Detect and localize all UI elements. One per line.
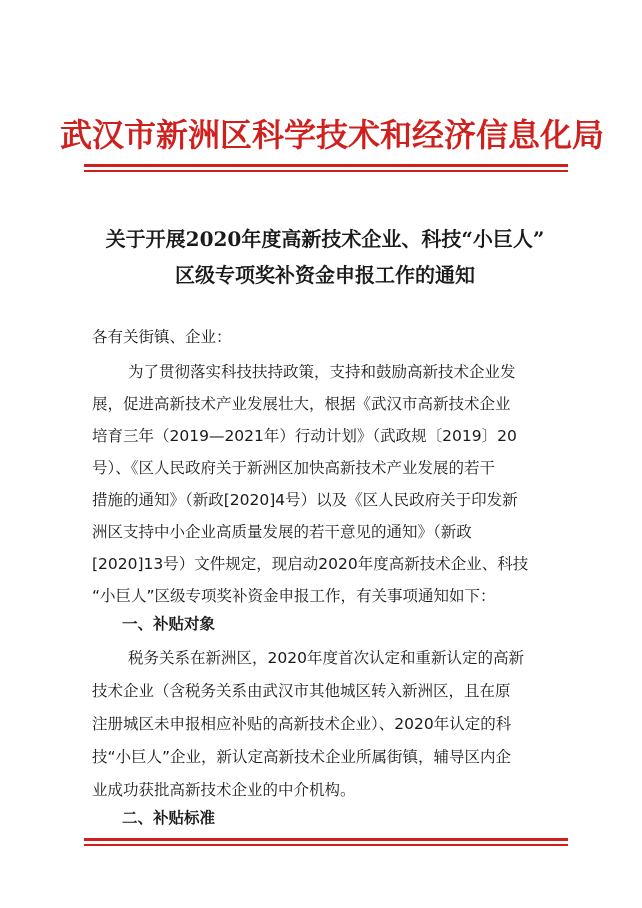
intro-line: 展，促进高新技术产业发展壮大，根据《武汉市高新技术企业 xyxy=(92,395,511,413)
footer-divider-bottom xyxy=(84,844,568,846)
section-heading-subsidy-standard: 二、补贴标准 xyxy=(122,809,216,827)
section1-line: 技术企业（含税务关系由武汉市其他城区转入新洲区，且在原 xyxy=(92,682,511,700)
section1-line: 技“小巨人”企业，新认定高新技术企业所属街镇，辅导区内企 xyxy=(92,748,512,766)
section1-line: 税务关系在新洲区，2020年度首次认定和重新认定的高新 xyxy=(128,649,524,667)
section1-line: 业成功获批高新技术企业的中介机构。 xyxy=(92,781,356,799)
document-title-line-1: 关于开展2020年度高新技术企业、科技“小巨人” xyxy=(105,227,545,251)
intro-line: 洲区支持中小企业高质量发展的若干意见的通知》（新政 xyxy=(92,523,472,541)
agency-header: 武汉市新洲区科学技术和经济信息化局 xyxy=(60,116,605,154)
intro-line: “小巨人”区级专项奖补资金申报工作，有关事项通知如下： xyxy=(92,587,496,605)
salutation: 各有关街镇、企业： xyxy=(92,328,232,346)
header-divider-bottom xyxy=(84,170,568,172)
intro-line: 号）、《区人民政府关于新洲区加快高新技术产业发展的若干 xyxy=(92,459,496,477)
header-divider-top xyxy=(84,164,568,167)
intro-line: 培育三年（2019—2021年）行动计划》（武政规〔2019〕20 xyxy=(92,427,517,445)
section-heading-subsidy-target: 一、补贴对象 xyxy=(122,615,216,633)
intro-line: 措施的通知》（新政[2020]4号）以及《区人民政府关于印发新 xyxy=(92,491,518,509)
intro-line: 为了贯彻落实科技扶持政策，支持和鼓励高新技术企业发 xyxy=(128,363,516,381)
section1-line: 注册城区未申报相应补贴的高新技术企业）、2020年认定的科 xyxy=(92,715,512,733)
intro-line: [2020]13号）文件规定，现启动2020年度高新技术企业、科技 xyxy=(92,555,529,573)
document-title-line-2: 区级专项奖补资金申报工作的通知 xyxy=(175,263,475,287)
footer-divider-top xyxy=(84,838,568,841)
